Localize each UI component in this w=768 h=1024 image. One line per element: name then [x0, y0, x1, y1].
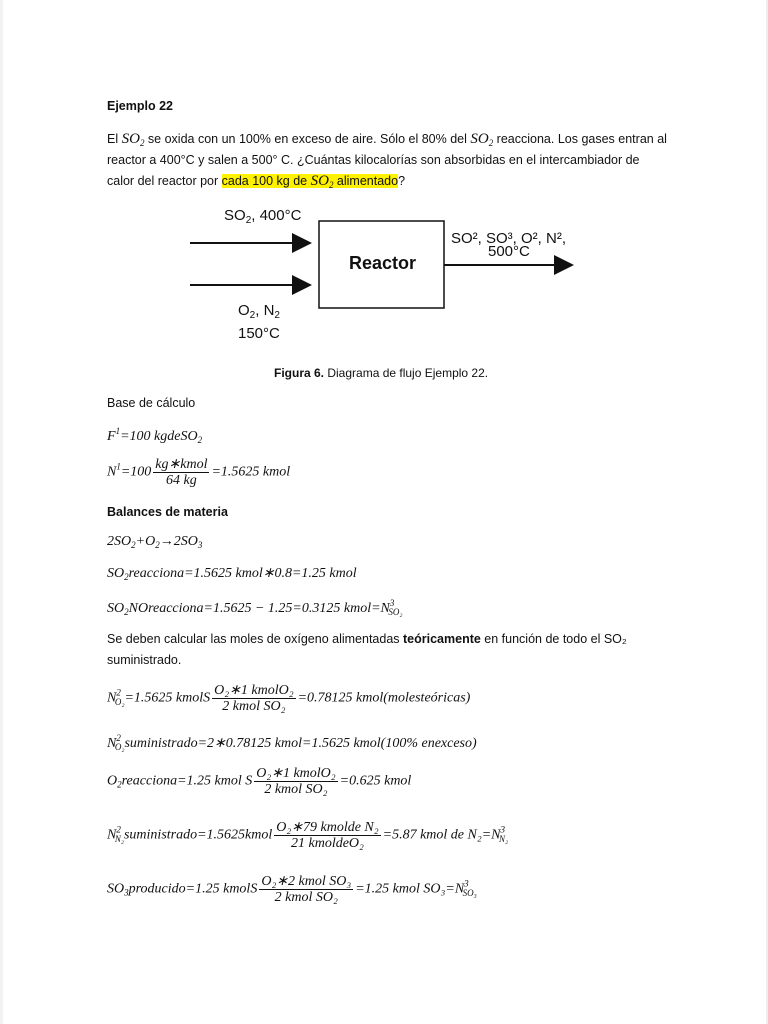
text: reacciona. Los gases entran al — [493, 132, 667, 146]
balances-heading: Balances de materia — [107, 505, 228, 519]
outlet-label: SO², SO³, O², N², — [451, 230, 566, 247]
example-heading: Ejemplo 22 — [107, 99, 173, 113]
problem-line-3 — [107, 171, 405, 196]
problem-line-2: reactor a 400°C y salen a 500° C. ¿Cuántas kilocalorías son absorbidas en el intercambiador de — [107, 153, 640, 167]
paragraph-oxigeno-line-1: Se deben calcular las moles de oxígeno alimentadas teóricamente en función de todo el SO₂ — [107, 632, 627, 646]
base-calculo-label: Base de cálculo — [107, 396, 196, 410]
equation-reaction: $2SO_2+O_2\to 2SO_3$ — [107, 534, 203, 550]
text: El — [107, 132, 122, 146]
equation-o2-reacciona: $O_2reacciona=1.25$ kmol S $\frac{\text{O₂∗1 kmolO₂}}{\text{2 kmol SO₂}}$ =0.625 kmol — [107, 766, 412, 797]
paragraph-oxigeno-line-2: suministrado. — [107, 653, 182, 667]
outlet-temp-label: 500°C — [488, 243, 530, 260]
text: calor del reactor por — [107, 174, 222, 188]
equation-N2-suministrado: $N^2_{O_2}suministrado=2∗0.78125$ kmol=1.5625 kmol(100% enexceso) — [107, 733, 477, 752]
inlet-air-temp: 150°C — [238, 325, 280, 342]
inlet-so2-label: $SO_2$, 400°C — [224, 207, 302, 226]
so2-symbol: $SO_2$ — [121, 131, 145, 148]
equation-N2-O2-teoricas: $N^2_{O_2}=1.5625$ kmolS $\frac{\text{O₂∗1 kmolO₂}}{\text{2 kmol SO₂}}$ =0.78125 kmol(molesteóricas) — [107, 683, 471, 714]
text: se oxida con un 100% en exceso de aire. Sólo el 80% del — [144, 132, 471, 146]
equation-so2-no-reacciona: $SO_2NOreacciona=1.5625 - 1.25=0.3125$ $kmol=N^3_{SO_2}$ — [107, 598, 403, 617]
equation-N1: $N^1=100$ $\frac{\text{kg∗kmol}}{64 kg}$ =1.5625 kmol — [107, 457, 291, 488]
text: ? — [398, 174, 406, 188]
inlet-air-label: $O_2$, $N_2$ — [238, 302, 280, 321]
figure-caption: Figura 6. Diagrama de flujo Ejemplo 22. — [274, 366, 489, 380]
so2-symbol: $SO_2$ — [470, 131, 494, 148]
highlighted-text: cada 100 kg de $SO_2$ alimentado — [221, 173, 399, 190]
equation-so2-reacciona: $SO_2reacciona=1.5625$ kmol∗0.8=1.25 kmol — [107, 566, 357, 582]
equation-N2-N2: $N^2_{N_2}suministrado=1.5625kmol$ $\frac{\text{O₂∗79 kmolde N₂}}{\text{21 kmoldeO₂}}$ =5.87 kmol de $N_2=N^3_{N_2}$ — [107, 820, 509, 851]
reactor-label: Reactor — [349, 253, 417, 273]
equation-F1: $F^1=100$ kgdeSO$_2$ — [107, 426, 203, 445]
equation-so3-producido: $SO_3producido=1.25$ kmolS $\frac{\text{O₂∗2 kmol SO₃}}{\text{2 kmol SO₂}}$ =1.25 kmol $SO_3=N^3_{SO_3}$ — [107, 874, 477, 905]
